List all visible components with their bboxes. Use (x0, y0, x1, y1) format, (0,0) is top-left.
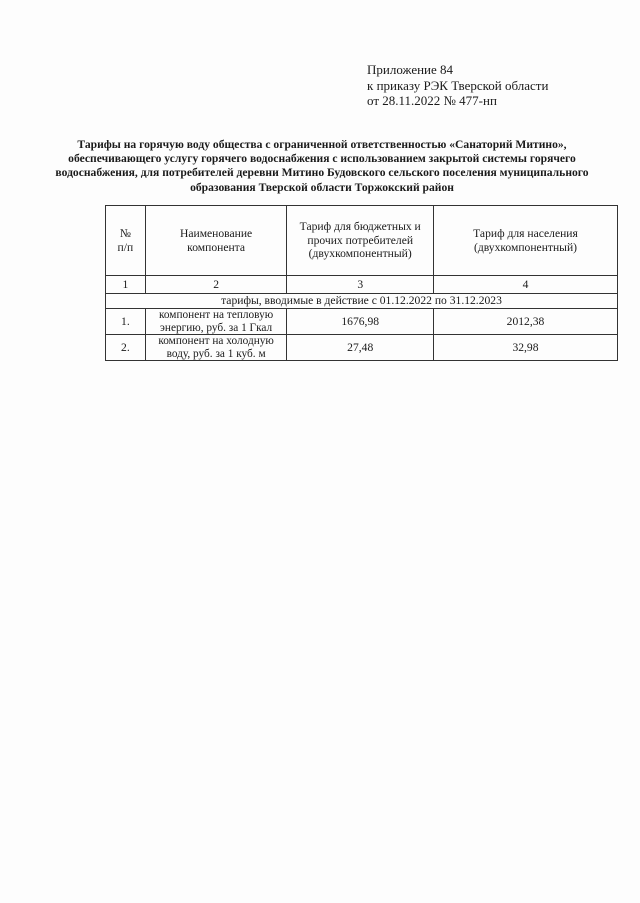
header-name: Наименование компонента (145, 206, 287, 276)
population-tariff-value: 2012,38 (433, 309, 617, 335)
column-number: 2 (145, 276, 287, 294)
table-header-row (106, 206, 618, 276)
population-tariff-value: 32,98 (433, 335, 617, 361)
budget-tariff-value: 1676,98 (287, 309, 434, 335)
title-line: Тарифы на горячую воду общества с ограниченной ответственностью «Санаторий Митино», (77, 138, 567, 151)
appendix-line-1: Приложение 84 (367, 62, 454, 77)
title-line: водоснабжения, для потребителей деревни Митино Будовского сельского поселения муниципального (55, 166, 589, 180)
appendix-line-2: к приказу РЭК Тверской области (367, 77, 549, 93)
period-row (106, 294, 618, 309)
title-line: обеспечивающего услугу горячего водоснабжения с использованием закрытой системы горячего (68, 152, 576, 166)
document-title (28, 138, 616, 195)
table-row (106, 309, 618, 335)
column-number: 4 (433, 276, 617, 294)
title-line: образования Тверской области Торжокский район (190, 180, 454, 194)
tariff-table (105, 205, 618, 361)
row-number: 2. (106, 335, 146, 361)
column-number-row (106, 276, 618, 294)
table-row (106, 335, 618, 361)
component-name: компонент на тепловую энергию, руб. за 1 Гкал (145, 309, 287, 335)
appendix-reference (367, 62, 548, 109)
tariff-period: тарифы, вводимые в действие с 01.12.2022 по 31.12.2023 (106, 294, 618, 309)
header-budget-tariff: Тариф для бюджетных и прочих потребителей (двухкомпонентный) (287, 206, 434, 276)
row-number: 1. (106, 309, 146, 335)
header-population-tariff: Тариф для населения (двухкомпонентный) (433, 206, 617, 276)
header-num: № п/п (106, 206, 146, 276)
component-name: компонент на холодную воду, руб. за 1 куб. м (145, 335, 287, 361)
appendix-line-3: от 28.11.2022 № 477-нп (367, 93, 497, 108)
budget-tariff-value: 27,48 (287, 335, 434, 361)
column-number: 3 (287, 276, 434, 294)
column-number: 1 (106, 276, 146, 294)
